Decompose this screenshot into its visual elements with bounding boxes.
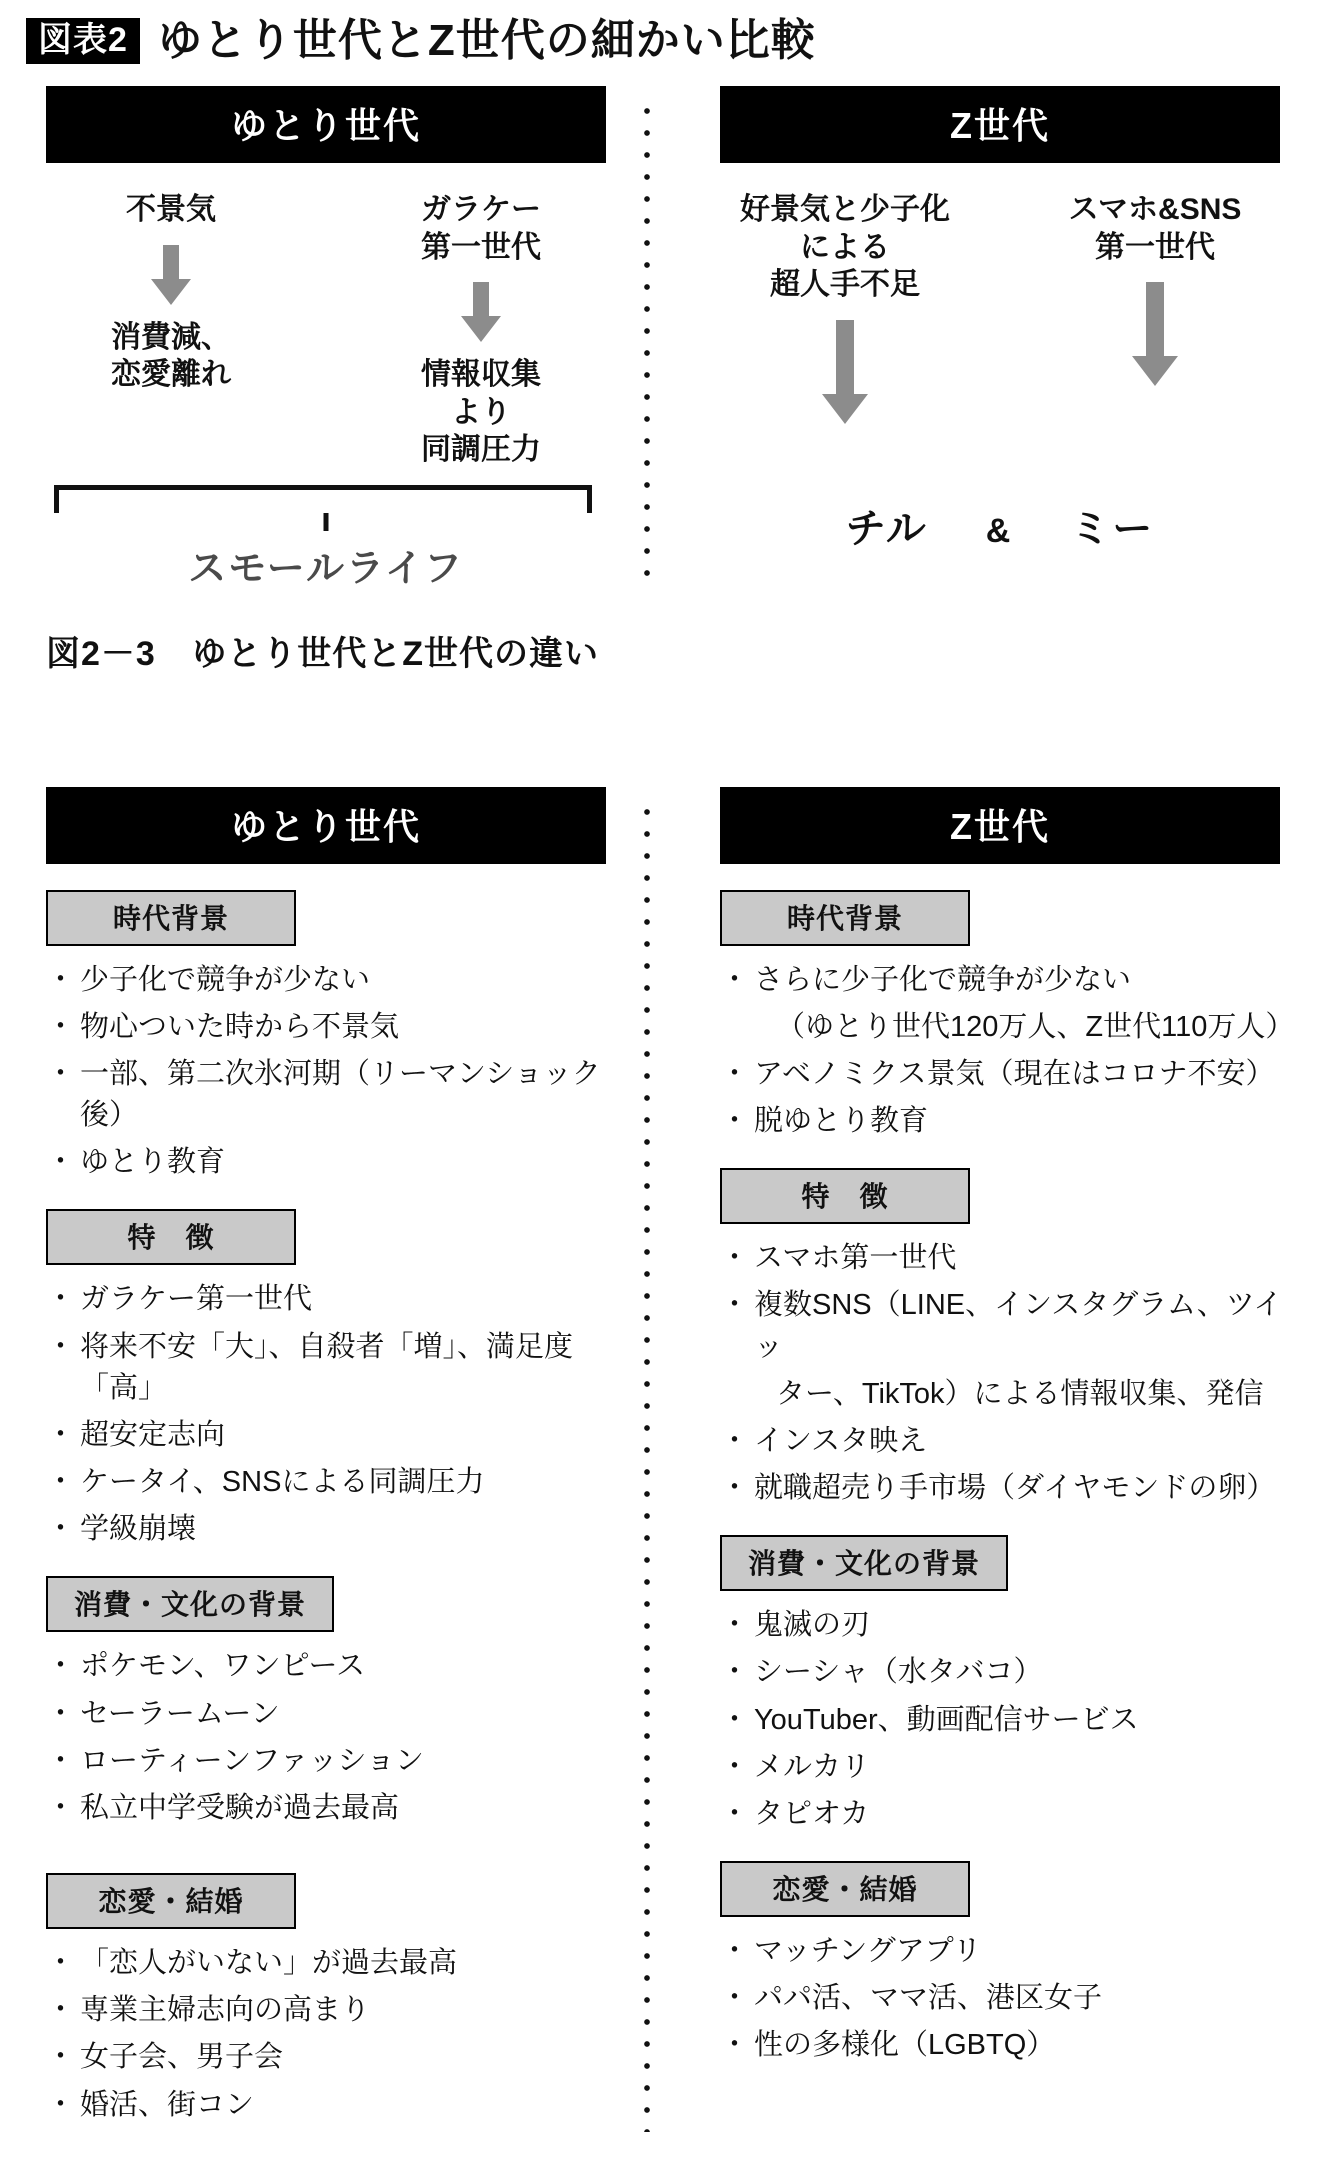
right-panel-flows (720, 191, 1280, 475)
list-item: ・ メルカリ (720, 1747, 1294, 1788)
list-item: ・ YouTuber、動画配信サービス (720, 1700, 1294, 1741)
flow-column (720, 191, 970, 475)
figure-number-chip: 図表2 (26, 18, 140, 64)
right-result-left: チル (845, 507, 928, 551)
page-title (0, 0, 1340, 74)
section-items (720, 1238, 1294, 1509)
summary-bracket (46, 485, 606, 531)
top-figure-left-panel (0, 86, 640, 592)
list-item: ・ インスタ映え (720, 1421, 1294, 1462)
section-consumption-culture (46, 1576, 640, 1829)
list-item: ・ 一部、第二次氷河期（リーマンショック後） (46, 1054, 640, 1136)
left-panel-flows (46, 191, 606, 469)
figure-caption (0, 592, 1340, 675)
figure-title-text: ゆとり世代とZ世代の細かい比較 (157, 16, 816, 65)
list-item: ・ 婚活、街コン (46, 2085, 640, 2126)
section-characteristics (720, 1168, 1294, 1509)
section-title: 消費・文化の背景 (46, 1576, 334, 1632)
right-summary-row (720, 497, 1280, 554)
section-title: 時代背景 (46, 890, 296, 946)
section-items (720, 1605, 1294, 1835)
section-title: 消費・文化の背景 (720, 1535, 1008, 1591)
section-love-marriage (46, 1873, 640, 2126)
list-item-continuation: ター、TikTok）による情報収集、発信 (776, 1377, 1264, 1410)
section-title: 特 徴 (720, 1168, 970, 1224)
list-item: ・ 私立中学受験が過去最高 (46, 1788, 640, 1829)
list-item-continuation: （ゆとり世代120万人、Z世代110万人） (776, 1010, 1295, 1043)
right-panel-header: Z世代 (720, 86, 1280, 163)
down-arrow-icon (151, 245, 191, 305)
section-era-background (46, 890, 640, 1184)
list-item: ・ さらに少子化で競争が少ない (720, 960, 1294, 1001)
list-item: ・ 性の多様化（LGBTQ） (720, 2025, 1294, 2066)
down-arrow-icon (1132, 282, 1178, 386)
flow-cause: ガラケー 第一世代 (421, 193, 541, 264)
flow-cause: 好景気と少子化 による 超人手不足 (740, 193, 950, 301)
flow-cause: スマホ&SNS 第一世代 (1068, 193, 1242, 264)
top-figure-right-panel (654, 86, 1294, 554)
flow-effect: 消費減、 恋愛離れ (111, 320, 231, 391)
list-item: ・ タピオカ (720, 1794, 1294, 1835)
right-result-right: ミー (1070, 507, 1155, 551)
figure-caption-number: 図2－3 (46, 634, 156, 673)
comparison-table (0, 787, 1340, 2132)
section-title: 恋愛・結婚 (720, 1861, 970, 1917)
column-header: ゆとり世代 (46, 787, 606, 864)
list-item: ・ 専業主婦志向の高まり (46, 1990, 640, 2031)
list-item: ・ 脱ゆとり教育 (720, 1101, 1294, 1142)
list-item: ・ ケータイ、SNSによる同調圧力 (46, 1462, 640, 1503)
list-item: ・ 超安定志向 (46, 1415, 640, 1456)
flow-column (1030, 191, 1280, 475)
section-items (720, 1931, 1294, 2067)
list-item: ・ 少子化で競争が少ない (46, 960, 640, 1001)
list-item: ・ 就職超売り手市場（ダイヤモンドの卵） (720, 1468, 1294, 1509)
section-items (46, 1646, 640, 1829)
section-consumption-culture (720, 1535, 1294, 1835)
list-item: ・ シーシャ（水タバコ） (720, 1652, 1294, 1693)
section-items (46, 960, 640, 1184)
list-item: ・ スマホ第一世代 (720, 1238, 1294, 1279)
vertical-dotted-divider (640, 801, 654, 2132)
list-item: ・ 「恋人がいない」が過去最高 (46, 1943, 640, 1984)
flow-effect (1030, 400, 1280, 438)
list-item: ・ 将来不安「大」、自殺者「増」、満足度「高」 (46, 1327, 640, 1409)
down-arrow-icon (822, 320, 868, 424)
list-item: ・ アベノミクス景気（現在はコロナ不安） (720, 1054, 1294, 1095)
section-title: 特 徴 (46, 1209, 296, 1265)
list-item: ・ ゆとり教育 (46, 1142, 640, 1183)
section-items (46, 1943, 640, 2126)
list-item: ・ ローティーンファッション (46, 1741, 640, 1782)
section-characteristics (46, 1209, 640, 1550)
section-era-background (720, 890, 1294, 1143)
section-title: 恋愛・結婚 (46, 1873, 296, 1929)
list-item: ・ マッチングアプリ (720, 1931, 1294, 1972)
list-item: ・ 複数SNS（LINE、インスタグラム、ツイッ (720, 1285, 1294, 1367)
section-title: 時代背景 (720, 890, 970, 946)
down-arrow-icon (461, 282, 501, 342)
flow-column (356, 191, 606, 469)
list-item: ・ ポケモン、ワンピース (46, 1646, 640, 1687)
list-item: ・ 女子会、男子会 (46, 2037, 640, 2078)
left-summary-label: スモールライフ (188, 547, 464, 590)
top-figure (0, 86, 1340, 592)
column-header: Z世代 (720, 787, 1280, 864)
vertical-dotted-divider (640, 100, 654, 592)
list-item: ・ 鬼滅の刃 (720, 1605, 1294, 1646)
flow-effect: 情報収集 より 同調圧力 (421, 358, 541, 466)
section-items (720, 960, 1294, 1143)
list-item: ・ パパ活、ママ活、港区女子 (720, 1978, 1294, 2019)
flow-column (46, 191, 296, 469)
left-panel-header: ゆとり世代 (46, 86, 606, 163)
list-item: ・ 学級崩壊 (46, 1509, 640, 1550)
list-item: ・ 物心ついた時から不景気 (46, 1007, 640, 1048)
list-item: ・ ガラケー第一世代 (46, 1279, 640, 1320)
figure-caption-text: ゆとり世代とZ世代の違い (192, 634, 600, 673)
list-item: ・ セーラームーン (46, 1694, 640, 1735)
section-items (46, 1279, 640, 1550)
flow-cause: 不景気 (126, 193, 216, 226)
comparison-column-left (0, 787, 640, 2132)
section-love-marriage (720, 1861, 1294, 2067)
comparison-column-right (654, 787, 1294, 2073)
right-result-conjunction: & (985, 512, 1013, 550)
flow-effect (720, 438, 970, 476)
